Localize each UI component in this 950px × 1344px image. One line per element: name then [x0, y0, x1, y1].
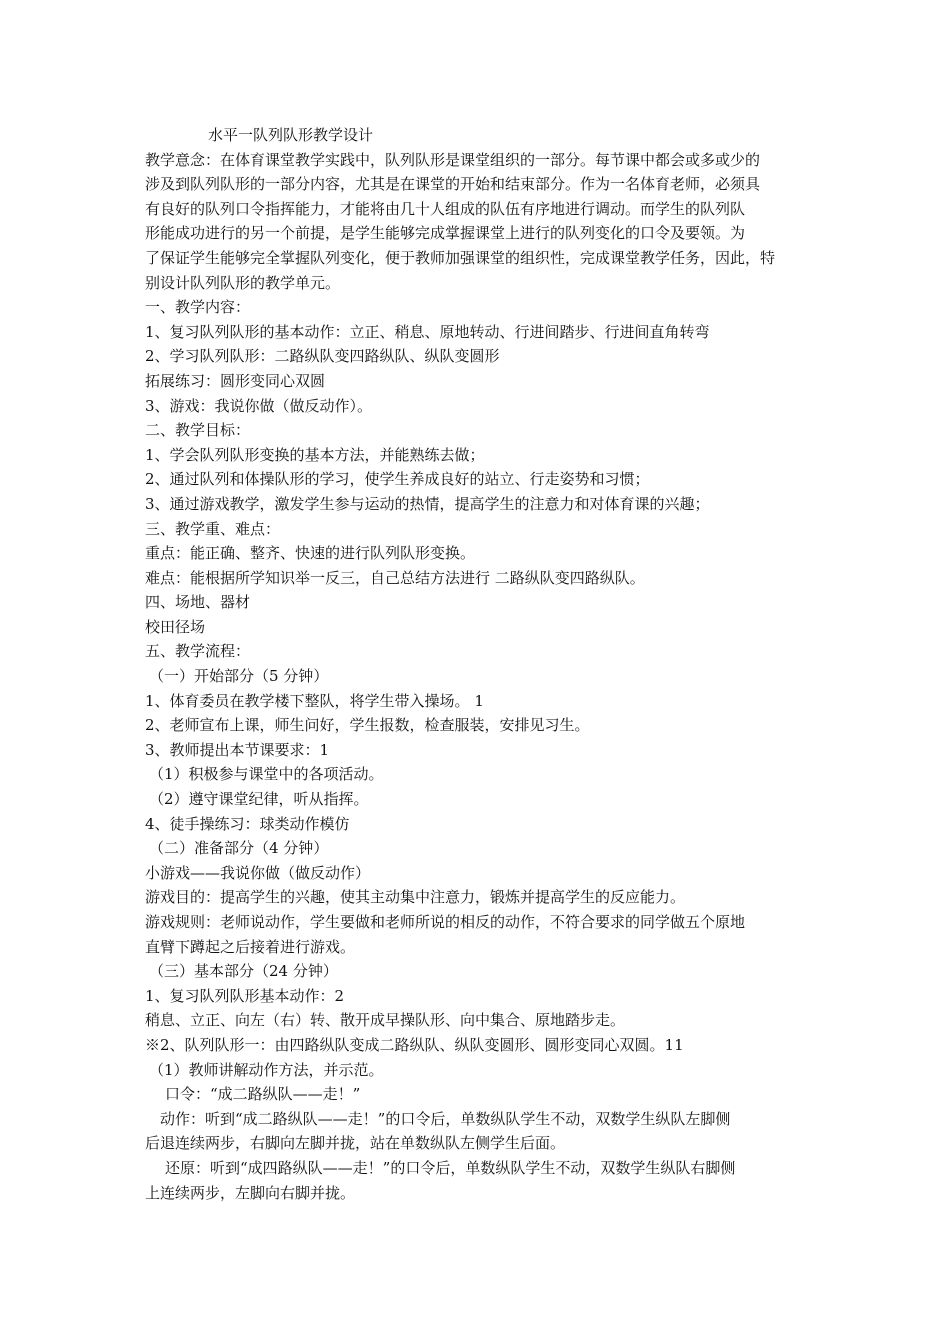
action-line: 动作：听到“成二路纵队——走！”的口令后，单数纵队学生不动，双数学生纵队左脚侧: [160, 1109, 731, 1128]
intro-paragraph: [145, 148, 809, 296]
intro-line: 了保证学生能够完全掌握队列变化，便于教师加强课堂的组织性，完成课堂教学任务，因此，特: [145, 248, 776, 267]
content-item: 1、复习队列队形的基本动作：立正、稍息、原地转动、行进间踏步、行进间直角转弯: [145, 322, 710, 341]
key-point: 重点：能正确、整齐、快速的进行队列队形变换。: [145, 544, 476, 563]
content-item: 拓展练习：圆形变同心双圆: [145, 371, 326, 390]
content-item: 2、学习队列队形：二路纵队变四路纵队、纵队变圆形: [145, 347, 500, 366]
section-heading-venue: 四、场地、器材: [145, 593, 251, 612]
intro-line: 教学意念：在体育课堂教学实践中，队列队形是课堂组织的一部分。每节课中都会或多或少的: [145, 150, 761, 169]
section-heading-process: 五、教学流程：: [145, 642, 251, 661]
game-goal: 游戏目的：提高学生的兴趣，使其主动集中注意力，锻炼并提高学生的反应能力。: [145, 888, 686, 907]
game-title: 小游戏——我说你做（做反动作）: [145, 863, 371, 882]
part-heading-basic: （三）基本部分（24 分钟）: [149, 962, 338, 981]
document-title: 水平一队列队形教学设计: [208, 126, 374, 144]
intro-line: 涉及到队列队形的一部分内容，尤其是在课堂的开始和结束部分。作为一名体育老师，必须具: [145, 175, 761, 194]
content-item: 3、游戏：我说你做（做反动作）。: [145, 396, 373, 415]
document-page: [145, 123, 809, 1205]
section-heading-goals: 二、教学目标：: [145, 421, 251, 440]
goal-item: 3、通过游戏教学，激发学生参与运动的热情，提高学生的注意力和对体育课的兴趣；: [145, 494, 710, 513]
basic-item-detail: 稍息、立正、向左（右）转、散开成早操队形、向中集合、原地踏步走。: [145, 1011, 626, 1030]
restore-line: 还原：听到“成四路纵队——走！”的口令后，单数纵队学生不动，双数学生纵队右脚侧: [165, 1158, 736, 1177]
difficult-point: 难点：能根据所学知识举一反三，自己总结方法进行 二路纵队变四路纵队。: [145, 568, 645, 587]
basic-item: ※2、队列队形一：由四路纵队变成二路纵队、纵队变圆形、圆形变同心双圆。11: [145, 1035, 684, 1054]
goal-item: 2、通过队列和体操队形的学习，使学生养成良好的站立、行走姿势和习惯；: [145, 470, 650, 489]
process-item: 1、体育委员在教学楼下整队，将学生带入操场。 1: [145, 691, 484, 710]
basic-subitem: （1）教师讲解动作方法，并示范。: [149, 1060, 384, 1079]
part-heading-prep: （二）准备部分（4 分钟）: [149, 839, 329, 858]
goal-item: 1、学会队列队形变换的基本方法，并能熟练去做；: [145, 445, 485, 464]
part-heading-start: （一）开始部分（5 分钟）: [149, 667, 329, 686]
process-item: 2、老师宣布上课，师生问好，学生报数，检查服装，安排见习生。: [145, 716, 590, 735]
section-heading-key-points: 三、教学重、难点：: [145, 519, 281, 538]
process-subitem: （1）积极参与课堂中的各项活动。: [149, 765, 384, 784]
restore-line: 上连续两步，左脚向右脚并拢。: [145, 1183, 356, 1202]
intro-line: 形能成功进行的另一个前提，是学生能够完成掌握课堂上进行的队列变化的口令及要领。为: [145, 224, 746, 243]
basic-item: 1、复习队列队形基本动作：2: [145, 986, 345, 1005]
venue-text: 校田径场: [145, 617, 206, 636]
game-rule-line: 游戏规则：老师说动作，学生要做和老师所说的相反的动作，不符合要求的同学做五个原地: [145, 913, 746, 931]
process-subitem: （2）遵守课堂纪律，听从指挥。: [149, 790, 369, 809]
intro-line: 别设计队列队形的教学单元。: [145, 273, 341, 292]
section-heading-content: 一、教学内容：: [145, 298, 251, 317]
process-item: 4、徒手操练习：球类动作模仿: [145, 814, 350, 833]
game-rule-line: 直臂下蹲起之后接着进行游戏。: [145, 937, 356, 956]
intro-line: 有良好的队列口令指挥能力，才能将由几十人组成的队伍有序地进行调动。而学生的队列队: [145, 199, 746, 218]
command-text: 口令：“成二路纵队——走！”: [165, 1085, 361, 1104]
process-item: 3、教师提出本节课要求：1: [145, 740, 330, 759]
action-line: 后退连续两步，右脚向左脚并拢，站在单数纵队左侧学生后面。: [145, 1134, 566, 1153]
